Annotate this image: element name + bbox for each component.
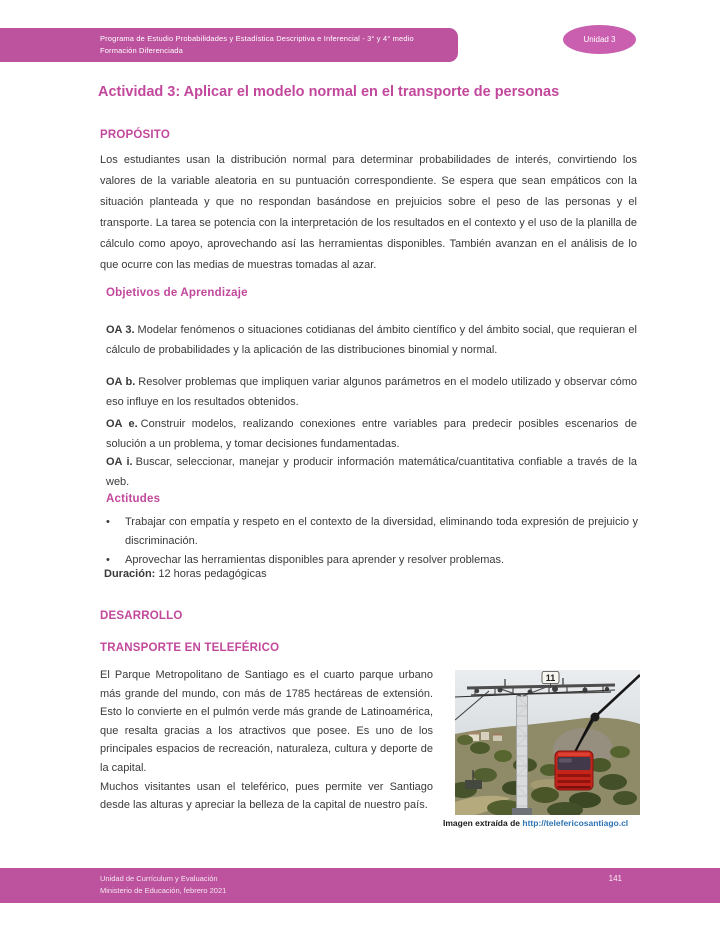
image-caption (443, 818, 653, 829)
oa-text: Modelar fenómenos o situaciones cotidianas del ámbito científico y del ámbito social, que requieran el cálculo de probabilidades y la aplicación de las distribuciones binomial y normal. (106, 324, 637, 356)
unit-badge: Unidad 3 (563, 25, 636, 54)
header-program-subtitle: Formación Diferenciada (100, 45, 183, 55)
bullet-icon (106, 513, 125, 551)
page-number: 141 (608, 874, 622, 883)
bullet-text: Trabajar con empatía y respeto en el contexto de la diversidad, eliminando toda expresión de prejuicio y discriminación. (125, 516, 638, 547)
desarrollo-text-column (100, 666, 433, 815)
actitudes-heading: Actitudes (106, 493, 161, 505)
caption-link[interactable]: http://telefericosantiago.cl (522, 818, 629, 828)
duration-label: Duración: (104, 568, 156, 580)
oa-label: OA e. (106, 418, 138, 430)
footer-bar (0, 868, 720, 903)
caption-text: Imagen extraída de (443, 818, 523, 828)
bullet-text: Aprovechar las herramientas disponibles para aprender y resolver problemas. (125, 554, 505, 566)
desarrollo-heading: DESARROLLO (100, 610, 183, 622)
actitudes-list (106, 513, 638, 570)
houses (468, 732, 503, 741)
desarrollo-paragraph-1: El Parque Metropolitano de Santiago es el cuarto parque urbano más grande del mundo, con más de 1785 hectáreas de extensión. Esto lo convierte en el pulmón verde más grande de Latinoamérica, que resalta gracias a los atractivos que posee. Es uno de los principales espacios de recreación, naturaleza, cultura y deporte de la capital. (100, 669, 433, 774)
activity-title: Actividad 3: Aplicar el modelo normal en el transporte de personas (98, 84, 560, 100)
transporte-heading: TRANSPORTE EN TELEFÉRICO (100, 642, 280, 654)
teleferico-photo (455, 670, 640, 815)
oa-text: Buscar, seleccionar, manejar y producir información matemática/cuantitativa confiable a través de la web. (106, 456, 638, 488)
footer-ministry-line: Ministerio de Educación, febrero 2021 (100, 886, 227, 895)
oa-label: OA b. (106, 376, 136, 388)
list-item (106, 513, 638, 551)
footer-unit-line: Unidad de Currículum y Evaluación (100, 874, 218, 883)
duration-line (104, 565, 267, 584)
header-program-title: Programa de Estudio Probabilidades y Estadística Descriptiva e Inferencial - 3° y 4° medio (100, 34, 414, 43)
footer-left (100, 873, 226, 903)
duration-value: 12 horas pedagógicas (158, 568, 267, 580)
oa-item-i (106, 452, 637, 492)
teleferico-photo-art (455, 670, 640, 815)
objetivos-heading: Objetivos de Aprendizaje (106, 287, 248, 299)
oa-text: Resolver problemas que impliquen variar algunos parámetros en el modelo utilizado y observar cómo eso influye en los resultados obtenidos. (106, 376, 637, 408)
header-bar (0, 28, 458, 62)
proposito-paragraph: Los estudiantes usan la distribución normal para determinar probabilidades de interés, convirtiendo los valores de la variable aleatoria en su puntuación correspondiente. Se espera que sean empáticos con la situación planteada y que no respondan basándose en prejuicios sobre el peso de las personas y el transporte. La tarea se potencia con la interpretación de los resultados en el contexto y el uso de la planilla de cálculo como apoyo, aprovechando así las herramientas disponibles. También avanzan en el análisis de lo que ocurre con las medias de muestras tomadas al azar. (100, 154, 637, 271)
oa-text: Construir modelos, realizando conexiones entre variables para predecir posibles escenarios de solución a un problema, y tomar decisiones fundamentadas. (106, 418, 637, 450)
proposito-heading: PROPÓSITO (100, 129, 170, 141)
desarrollo-paragraph-2: Muchos visitantes usan el teleférico, pues permite ver Santiago desde las alturas y apreciar la belleza de la capital de nuestro país. (100, 780, 433, 812)
oa-item-3 (106, 320, 637, 360)
tower-number-text: 11 (545, 673, 556, 683)
oa-item-e (106, 414, 637, 454)
oa-item-b (106, 372, 637, 412)
oa-label: OA i. (106, 456, 133, 468)
oa-label: OA 3. (106, 324, 135, 336)
